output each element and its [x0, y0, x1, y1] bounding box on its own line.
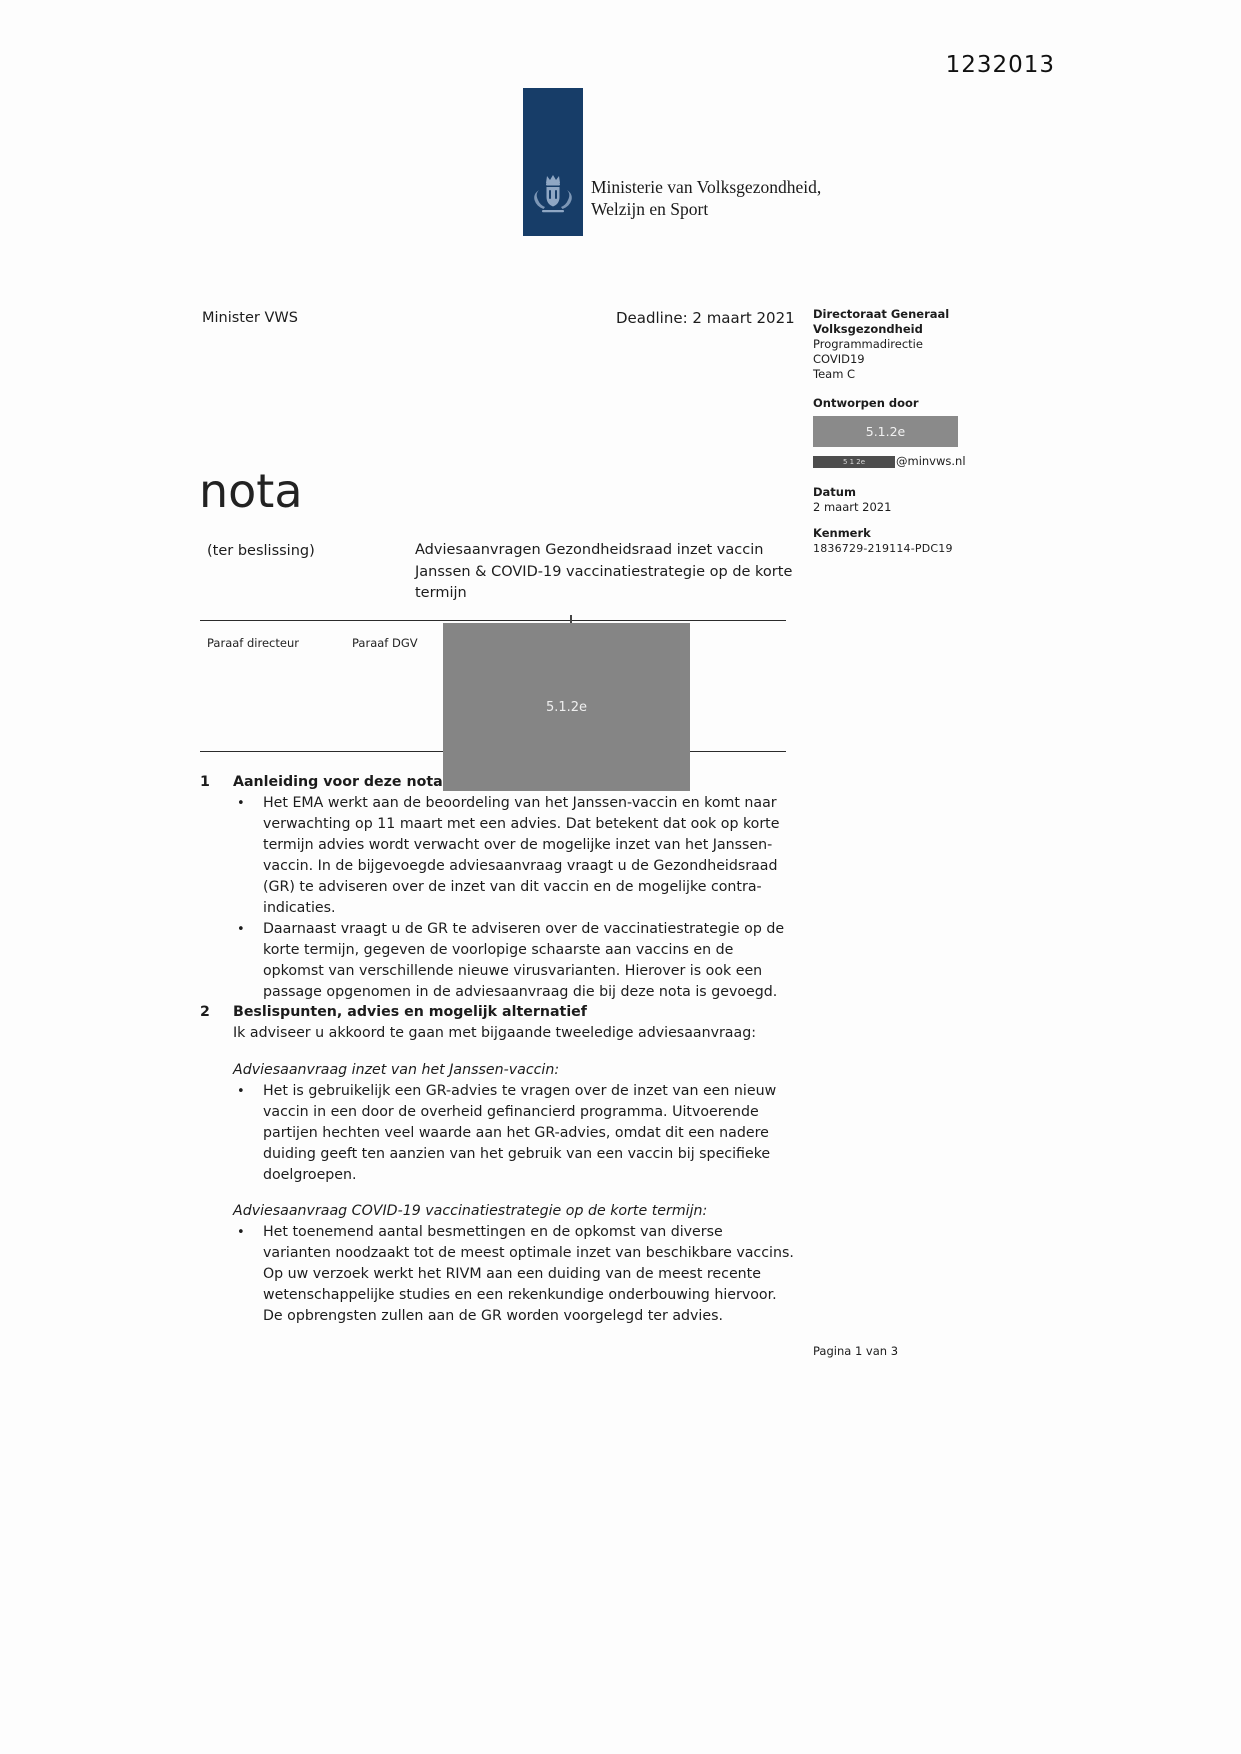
designed-by-label: Ontworpen door	[813, 396, 919, 410]
subsection-strategie-heading: Adviesaanvraag COVID-19 vaccinatiestrategie op de korte termijn:	[233, 1203, 708, 1219]
ministry-name-line2: Welzijn en Sport	[591, 199, 709, 219]
ministry-name-line1: Ministerie van Volksgezondheid,	[591, 177, 822, 197]
section-2-body	[233, 1023, 794, 1327]
section-1-title: Aanleiding voor deze nota	[233, 774, 443, 790]
list-item	[233, 793, 794, 919]
designed-by-redaction: 5.1.2e	[813, 416, 958, 447]
list-item	[233, 919, 794, 1003]
date-label: Datum	[813, 485, 856, 499]
section-2-heading-row	[200, 1002, 794, 1023]
ministry-name	[591, 176, 821, 220]
reference-value: 1836729-219114-PDC19	[813, 542, 953, 555]
list-item	[233, 1222, 794, 1327]
deadline: Deadline: 2 maart 2021	[616, 309, 795, 327]
reference-label: Kenmerk	[813, 526, 871, 540]
document-id-stamp: 1232013	[945, 52, 1055, 78]
bullet-text: Het EMA werkt aan de beoordeling van het Janssen-vaccin en komt naar verwachting op 11 maart met een advies. Dat betekent dat ook op korte termijn advies wordt verwacht over de mogelijke inzet van het Janssen-vaccin. In de bijgevoegde adviesaanvraag vraagt u de Gezondheidsraad (GR) te adviseren over de inzet van dit vaccin en de mogelijke contra-indicaties.	[263, 795, 780, 916]
document-type-title: nota	[199, 464, 303, 518]
government-logo-band	[523, 88, 583, 236]
paraaf-directeur-label: Paraaf directeur	[207, 636, 299, 650]
bullet-text: Het is gebruikelijk een GR-advies te vragen over de inzet van een nieuw vaccin in een door de overheid gefinancierd programma. Uitvoerende partijen hechten veel waarde aan het GR-advies, omdat dit een nadere duiding geeft ten aanzien van het gebruik van een vaccin bij specifieke doelgroepen.	[263, 1083, 777, 1183]
subsection-janssen-heading: Adviesaanvraag inzet van het Janssen-vaccin:	[233, 1062, 560, 1078]
date-value: 2 maart 2021	[813, 500, 892, 514]
section-2-intro: Ik adviseer u akkoord te gaan met bijgaande tweeledige adviesaanvraag:	[233, 1025, 756, 1041]
decision-label: (ter beslissing)	[207, 543, 315, 559]
bullet-text: Het toenemend aantal besmettingen en de opkomst van diverse varianten noodzaakt tot de meest optimale inzet van beschikbare vaccins. Op uw verzoek werkt het RIVM aan een duiding van de meest recente wetenschappelijke studies en een rekenkundige onderbouwing hiervoor. De opbrengsten zullen aan de GR worden voorgelegd ter advies.	[263, 1224, 794, 1324]
document-subject: Adviesaanvragen Gezondheidsraad inzet vaccin Janssen & COVID-19 vaccinatiestrategie op de korte termijn	[415, 542, 793, 601]
horizontal-rule-top	[200, 620, 786, 621]
directorate-line2: Volksgezondheid	[813, 322, 923, 336]
section-1-number: 1	[200, 774, 210, 790]
bullet-icon: •	[237, 922, 245, 937]
section-1-body	[233, 793, 794, 1003]
page-number: Pagina 1 van 3	[813, 1344, 899, 1358]
list-item	[233, 1081, 794, 1186]
addressee: Minister VWS	[202, 310, 298, 326]
section-aanleiding	[200, 772, 794, 1003]
section-2-title: Beslispunten, advies en mogelijk alternatief	[233, 1004, 587, 1020]
team: Team C	[813, 367, 856, 381]
signature-redaction-block: 5.1.2e	[443, 623, 690, 791]
document-meta-sidebar	[813, 307, 978, 556]
bullet-icon: •	[237, 1225, 245, 1240]
bullet-icon: •	[237, 1084, 245, 1099]
section-2-number: 2	[200, 1004, 210, 1020]
coat-of-arms-icon	[533, 172, 573, 222]
email-row	[813, 455, 978, 468]
paraaf-dgv-label: Paraaf DGV	[352, 636, 418, 650]
bullet-text: Daarnaast vraagt u de GR te adviseren over de vaccinatiestrategie op de korte termijn, gegeven de voorlopige schaarste aan vaccins en de opkomst van verschillende nieuwe virusvarianten. Hierover is ook een passage opgenomen in de adviesaanvraag die bij deze nota is gevoegd.	[263, 921, 785, 1000]
scan-artifact-tick	[570, 615, 572, 623]
program-directorate: Programmadirectie COVID19	[813, 337, 923, 366]
directorate-line1: Directoraat Generaal	[813, 307, 950, 321]
email-local-redaction: 5 1 2e	[813, 456, 895, 468]
email-domain: @minvws.nl	[896, 454, 966, 468]
section-beslispunten	[200, 1002, 794, 1327]
bullet-icon: •	[237, 796, 245, 811]
